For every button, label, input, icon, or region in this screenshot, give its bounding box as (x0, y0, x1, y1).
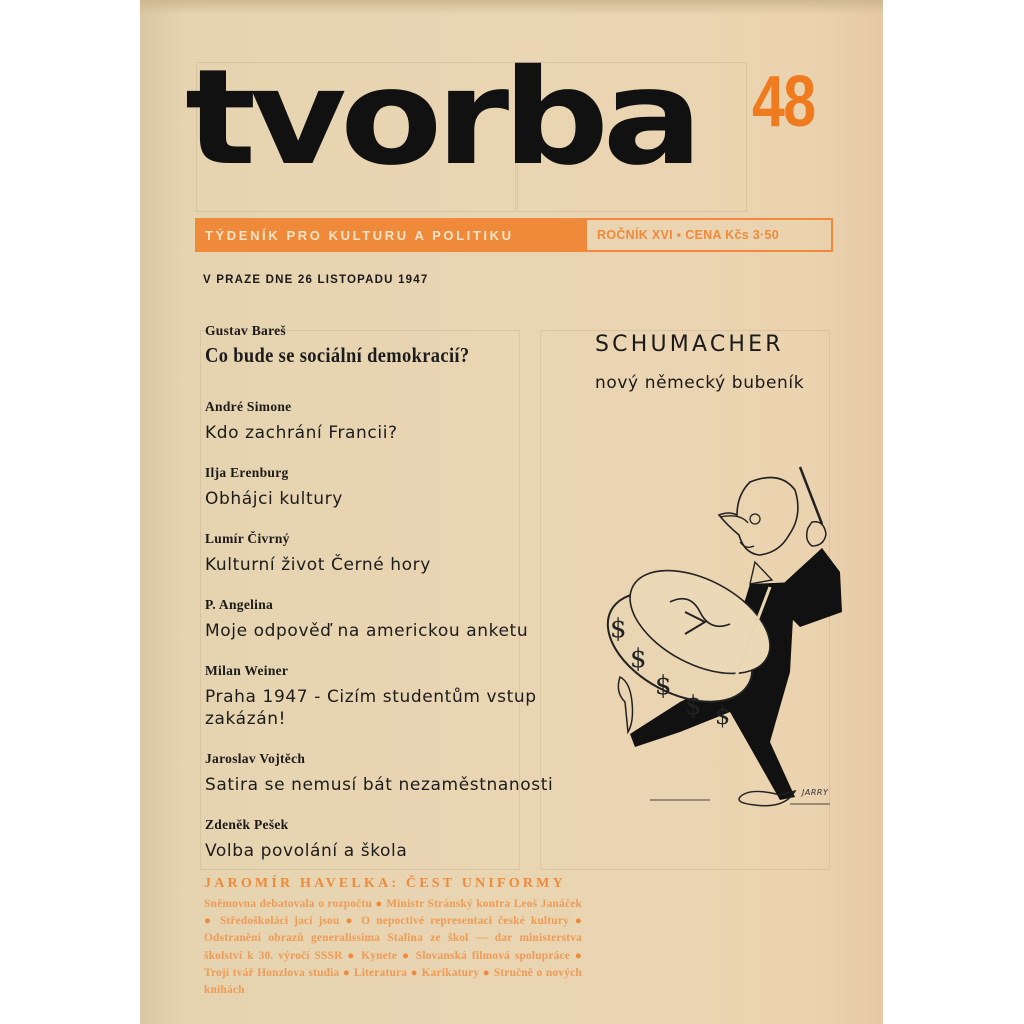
contents-item[interactable]: Sněmovna debatovala o rozpočtu (204, 898, 372, 910)
svg-text:$: $ (685, 691, 702, 721)
author: Gustav Bareš (205, 323, 286, 338)
bullet-icon: ● (375, 898, 383, 910)
author: Ilja Erenburg (205, 465, 289, 480)
bullet-icon: ● (482, 966, 491, 979)
article-title: Co bude se sociální demokracií? (205, 343, 470, 367)
svg-text:$: $ (610, 614, 627, 644)
author: Jaroslav Vojtěch (205, 751, 306, 766)
svg-text:$: $ (715, 702, 731, 730)
contents-item[interactable]: Karikatury (421, 966, 480, 979)
bullet-icon: ● (574, 949, 582, 962)
bullet-icon: ● (574, 915, 582, 928)
contents-item[interactable]: Stručně o nových knihách (204, 966, 582, 997)
bullet-icon: ● (345, 915, 356, 928)
artist-signature: JARRY (802, 788, 829, 797)
toc-entry[interactable] (205, 322, 585, 398)
bullet-icon: ● (402, 949, 411, 962)
toc-entry[interactable] (205, 464, 585, 530)
article-title: Kdo zachrání Francii? (205, 423, 398, 443)
table-of-contents (205, 322, 585, 882)
svg-text:$: $ (630, 644, 647, 674)
article-title: Volba povolání a škola (205, 841, 408, 861)
caricature-illustration (590, 462, 870, 812)
feature-title: SCHUMACHER (595, 332, 784, 357)
bullet-icon: ● (204, 915, 214, 928)
volume-price-box (585, 218, 833, 252)
contents-item[interactable]: Odstranění obrazů generalissima Stalina ze škol — dar ministerstva školství k 30. výročí SSSR (204, 932, 582, 962)
volume-price: ROČNÍK XVI ▪ CENA Kčs 3·50 (597, 228, 779, 242)
contents-item[interactable]: Středoškoláci jací jsou (219, 915, 340, 928)
contents-item[interactable]: Ministr Stránský kontra Leoš Janáček (386, 898, 582, 910)
bullet-icon: ● (347, 949, 357, 962)
issue-number: 48 (752, 62, 815, 142)
author: André Simone (205, 399, 292, 414)
svg-text:$: $ (655, 671, 672, 701)
toc-entry[interactable] (205, 596, 585, 662)
contents-list (204, 896, 582, 999)
toc-entry[interactable] (205, 816, 585, 882)
contents-item[interactable]: Literatura (353, 966, 408, 979)
bullet-icon: ● (342, 966, 351, 979)
article-title: Moje odpověď na americkou anketu (205, 621, 529, 641)
article-title: Obhájci kultury (205, 489, 343, 509)
toc-entry[interactable] (205, 662, 585, 750)
author: P. Angelina (205, 597, 274, 612)
contents-heading: JAROMÍR HAVELKA: ČEST UNIFORMY (204, 876, 566, 891)
tagline: TÝDENÍK PRO KULTURU A POLITIKU (205, 227, 514, 243)
author: Milan Weiner (205, 663, 289, 678)
contents-item[interactable]: O nepoctivé representaci české kultury (361, 915, 569, 928)
magazine-title: tvorba (185, 41, 697, 195)
author: Zdeněk Pešek (205, 817, 289, 832)
contents-item[interactable]: Trojí tvář Honzlova studia (204, 966, 340, 979)
article-title: Satira se nemusí bát nezaměstnanosti (205, 775, 554, 795)
article-title: Kulturní život Černé hory (205, 555, 431, 575)
toc-entry[interactable] (205, 750, 585, 816)
bullet-icon: ● (410, 966, 419, 979)
feature-subtitle: nový německý bubeník (595, 373, 805, 393)
toc-entry[interactable] (205, 530, 585, 596)
contents-item[interactable]: Slovanská filmová spolupráce (415, 949, 571, 962)
tagline-banner (195, 218, 585, 252)
author: Lumír Čivrný (205, 531, 290, 546)
article-title: Praha 1947 - Cizím studentům vstup zakázán! (205, 687, 537, 729)
dateline: V PRAZE DNE 26 LISTOPADU 1947 (203, 274, 429, 286)
contents-item[interactable]: Kynete (361, 949, 398, 962)
toc-entry[interactable] (205, 398, 585, 464)
